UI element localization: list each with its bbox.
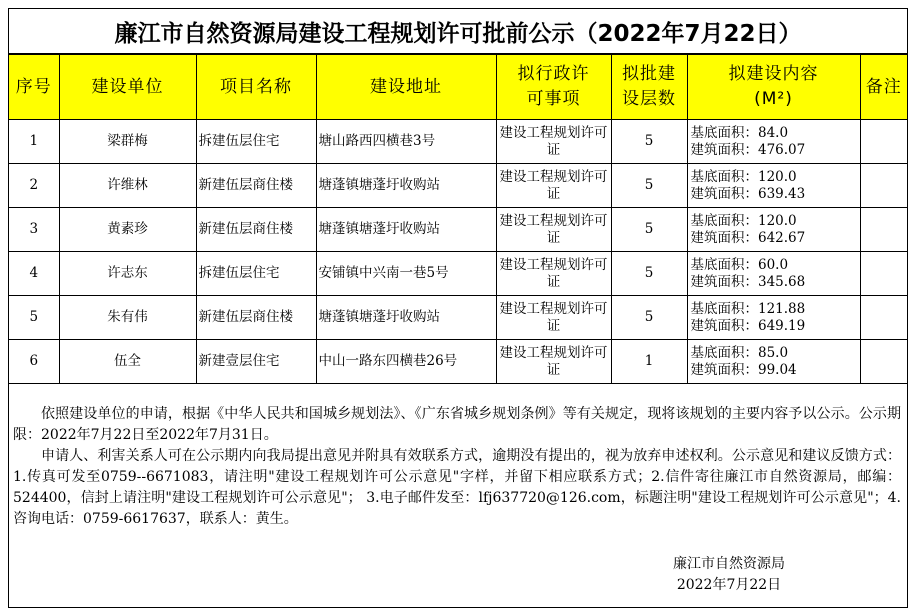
page-title: 廉江市自然资源局建设工程规划许可批前公示（2022年7月22日）	[9, 9, 907, 54]
cell-remark	[860, 120, 907, 164]
table-row	[9, 120, 907, 164]
header-content-line1: 拟建设内容	[728, 64, 819, 85]
header-floors-line1: 拟批建	[622, 64, 676, 85]
built-area: 建筑面积：476.07	[690, 141, 806, 158]
built-area: 建筑面积：345.68	[690, 273, 806, 290]
cell-floors: 5	[611, 296, 687, 340]
cell-remark	[860, 252, 907, 296]
cell-project: 新建壹层住宅	[196, 340, 316, 384]
cell-permit: 建设工程规划许可证	[496, 120, 611, 164]
header-remark: 备注	[860, 55, 907, 120]
cell-area	[687, 120, 860, 164]
cell-remark	[860, 296, 907, 340]
cell-address: 塘蓬镇塘蓬圩收购站	[316, 296, 496, 340]
cell-unit: 许志东	[59, 252, 196, 296]
header-content-line2: (M²)	[754, 89, 793, 109]
cell-permit: 建设工程规划许可证	[496, 208, 611, 252]
header-content	[687, 55, 860, 120]
cell-seq: 3	[9, 208, 59, 252]
cell-area	[687, 208, 860, 252]
table-row	[9, 208, 907, 252]
cell-floors: 5	[611, 208, 687, 252]
permit-table	[9, 54, 907, 384]
cell-unit: 梁群梅	[59, 120, 196, 164]
cell-permit: 建设工程规划许可证	[496, 252, 611, 296]
base-area: 基底面积：120.0	[690, 169, 797, 186]
built-area: 建筑面积：649.19	[690, 317, 806, 334]
signature-block	[649, 554, 809, 596]
cell-area	[687, 296, 860, 340]
cell-seq: 6	[9, 340, 59, 384]
base-area: 基底面积：121.88	[690, 301, 806, 318]
cell-address: 塘蓬镇塘蓬圩收购站	[316, 208, 496, 252]
cell-project: 新建伍层商住楼	[196, 296, 316, 340]
header-permit-line2: 可事项	[526, 89, 581, 109]
cell-permit: 建设工程规划许可证	[496, 340, 611, 384]
cell-permit: 建设工程规划许可证	[496, 296, 611, 340]
notice-paragraph-basis: 依照建设单位的申请，根据《中华人民共和国城乡规划法》、《广东省城乡规划条例》等有关规定，现将该规划的主要内容予以公示。公示期限：2022年7月22日至2022年7月31日。	[13, 406, 901, 443]
cell-permit: 建设工程规划许可证	[496, 164, 611, 208]
header-floors-line2: 设层数	[622, 89, 676, 109]
base-area: 基底面积：120.0	[690, 213, 797, 230]
cell-address: 安铺镇中兴南一巷5号	[316, 252, 496, 296]
built-area: 建筑面积：99.04	[690, 361, 797, 378]
table-row	[9, 164, 907, 208]
cell-address: 塘山路西四横巷3号	[316, 120, 496, 164]
cell-area	[687, 164, 860, 208]
cell-unit: 许维林	[59, 164, 196, 208]
table-row	[9, 340, 907, 384]
table-header-row	[9, 55, 907, 120]
signature-date: 2022年7月22日	[676, 577, 782, 593]
cell-address: 塘蓬镇塘蓬圩收购站	[316, 164, 496, 208]
cell-remark	[860, 208, 907, 252]
notice-text	[13, 404, 901, 530]
notice-paragraph-feedback: 申请人、利害关系人可在公示期内向我局提出意见并附具有效联系方式，逾期没有提出的，视为放弃申述权利。公示意见和建议反馈方式：1.传真可发至0759--6671083，请注明"建设工程规划许可公示意见"字样，并留下相应联系方式；2.信件寄往廉江市自然资源局，邮编：524400，信封上请注明"建设工程规划许可公示意见"； 3.电子邮件发至：lfj637720@126.com，标题注明"建设工程规划许可公示意见"；4.咨询电话：0759-6617637，联系人：黄生。	[13, 448, 901, 527]
base-area: 基底面积：84.0	[690, 125, 789, 142]
cell-floors: 5	[611, 252, 687, 296]
cell-project: 新建伍层商住楼	[196, 208, 316, 252]
signature-org: 廉江市自然资源局	[673, 556, 785, 572]
cell-seq: 2	[9, 164, 59, 208]
base-area: 基底面积：60.0	[690, 257, 789, 274]
cell-remark	[860, 164, 907, 208]
built-area: 建筑面积：639.43	[690, 185, 806, 202]
table-row	[9, 252, 907, 296]
cell-seq: 5	[9, 296, 59, 340]
header-floors	[611, 55, 687, 120]
header-permit-line1: 拟行政许	[517, 64, 590, 85]
cell-floors: 1	[611, 340, 687, 384]
cell-unit: 伍全	[59, 340, 196, 384]
cell-area	[687, 340, 860, 384]
cell-seq: 1	[9, 120, 59, 164]
notice-sheet	[8, 8, 908, 608]
cell-unit: 黄素珍	[59, 208, 196, 252]
cell-project: 新建伍层商住楼	[196, 164, 316, 208]
cell-project: 拆建伍层住宅	[196, 252, 316, 296]
cell-project: 拆建伍层住宅	[196, 120, 316, 164]
header-permit	[496, 55, 611, 120]
cell-remark	[860, 340, 907, 384]
cell-address: 中山一路东四横巷26号	[316, 340, 496, 384]
header-seq: 序号	[9, 55, 59, 120]
header-project: 项目名称	[196, 55, 316, 120]
cell-seq: 4	[9, 252, 59, 296]
header-unit: 建设单位	[59, 55, 196, 120]
cell-floors: 5	[611, 164, 687, 208]
base-area: 基底面积：85.0	[690, 345, 789, 362]
cell-unit: 朱有伟	[59, 296, 196, 340]
table-row	[9, 296, 907, 340]
cell-area	[687, 252, 860, 296]
cell-floors: 5	[611, 120, 687, 164]
built-area: 建筑面积：642.67	[690, 229, 806, 246]
header-address: 建设地址	[316, 55, 496, 120]
